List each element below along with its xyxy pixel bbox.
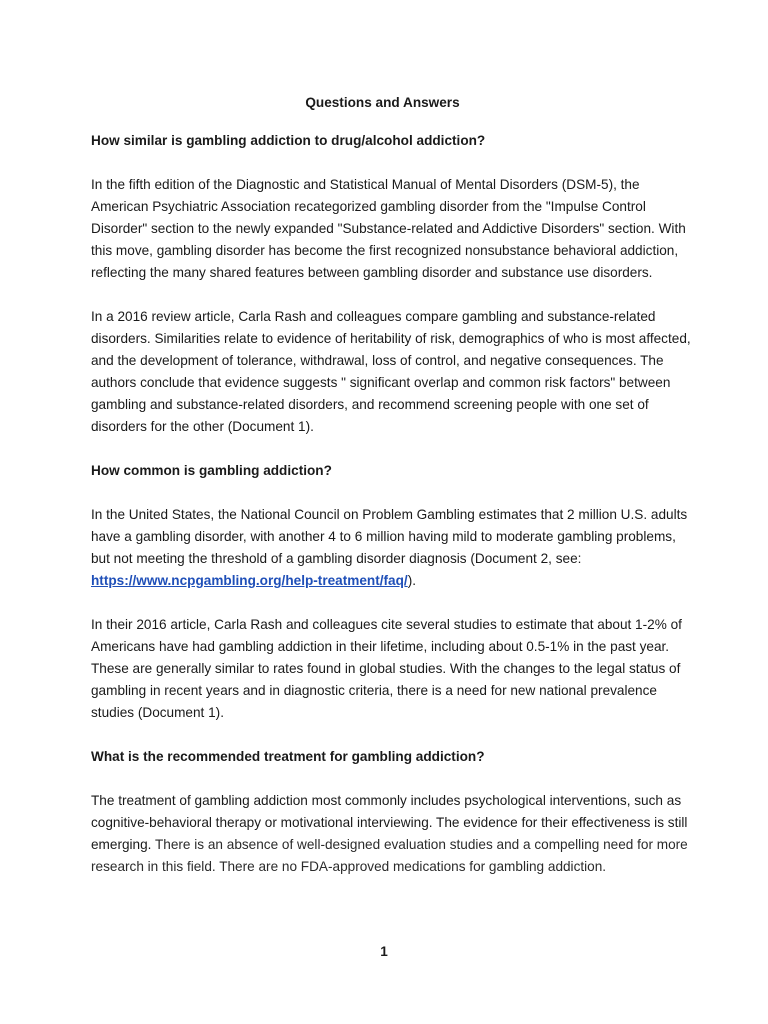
paragraph-ncpg-text: In the United States, the National Council on Problem Gambling estimates that 2 million U.S. adults have a gambling disorder, with another 4 to 6 million having mild to moderate gambling problems, but not meeting the threshold of a gambling disorder diagnosis (Document 2, see:: [91, 507, 688, 566]
paragraph-rash-prevalence: In their 2016 article, Carla Rash and colleagues cite several studies to estimate that about 1-2% of Americans have had gambling addiction in their lifetime, including about 0.5-1% in the past year. These are generally similar to rates found in global studies. With the changes to the legal status of gambling in recent years and in diagnostic criteria, there is a need for new national prevalence studies (Document 1).: [91, 617, 682, 720]
paragraph-dsm5: In the fifth edition of the Diagnostic and Statistical Manual of Mental Disorders (DSM-5), the American Psychiatric Association recategorized gambling disorder from the "Impulse Control Disorder" section to the newly expanded "Substance-related and Addictive Disorders" section. With this move, gambling disorder has become the first recognized nonsubstance behavioral addiction, reflecting the many shared features between gambling disorder and substance use disorders.: [91, 177, 686, 280]
ncpg-faq-link[interactable]: https://www.ncpgambling.org/help-treatment/faq/: [91, 573, 408, 588]
paragraph-treatment: [91, 790, 691, 878]
paragraph-ncpg-estimate: [91, 504, 691, 592]
page-number: 1: [380, 944, 388, 959]
question-heading-similarity: How similar is gambling addiction to drug/alcohol addiction?: [91, 133, 486, 148]
document-body: [91, 92, 691, 900]
question-heading-treatment: What is the recommended treatment for gambling addiction?: [91, 749, 485, 764]
document-title: Questions and Answers: [305, 95, 460, 110]
paragraph-rash-review: In a 2016 review article, Carla Rash and colleagues compare gambling and substance-related disorders. Similarities relate to evidence of heritability of risk, demographics of who is most affected, and the development of tolerance, withdrawal, loss of control, and negative consequences. The authors conclude that evidence suggests " significant overlap and common risk factors" between gambling and substance-related disorders, and recommend screening people with one set of disorders for the other (Document 1).: [91, 309, 691, 434]
paragraph-treatment-part2: There is an absence of well-designed evaluation studies and a compelling need for more research in this field. There are no FDA-approved medications for gambling addiction.: [91, 837, 688, 874]
question-heading-prevalence: How common is gambling addiction?: [91, 463, 332, 478]
paragraph-ncpg-tail: ).: [407, 573, 416, 588]
paragraph-treatment-part1: The treatment of gambling addiction most commonly includes psychological interventions, such as cognitive-behavioral therapy or motivational interviewing. The evidence for their effectiveness is still emerging.: [91, 793, 688, 852]
